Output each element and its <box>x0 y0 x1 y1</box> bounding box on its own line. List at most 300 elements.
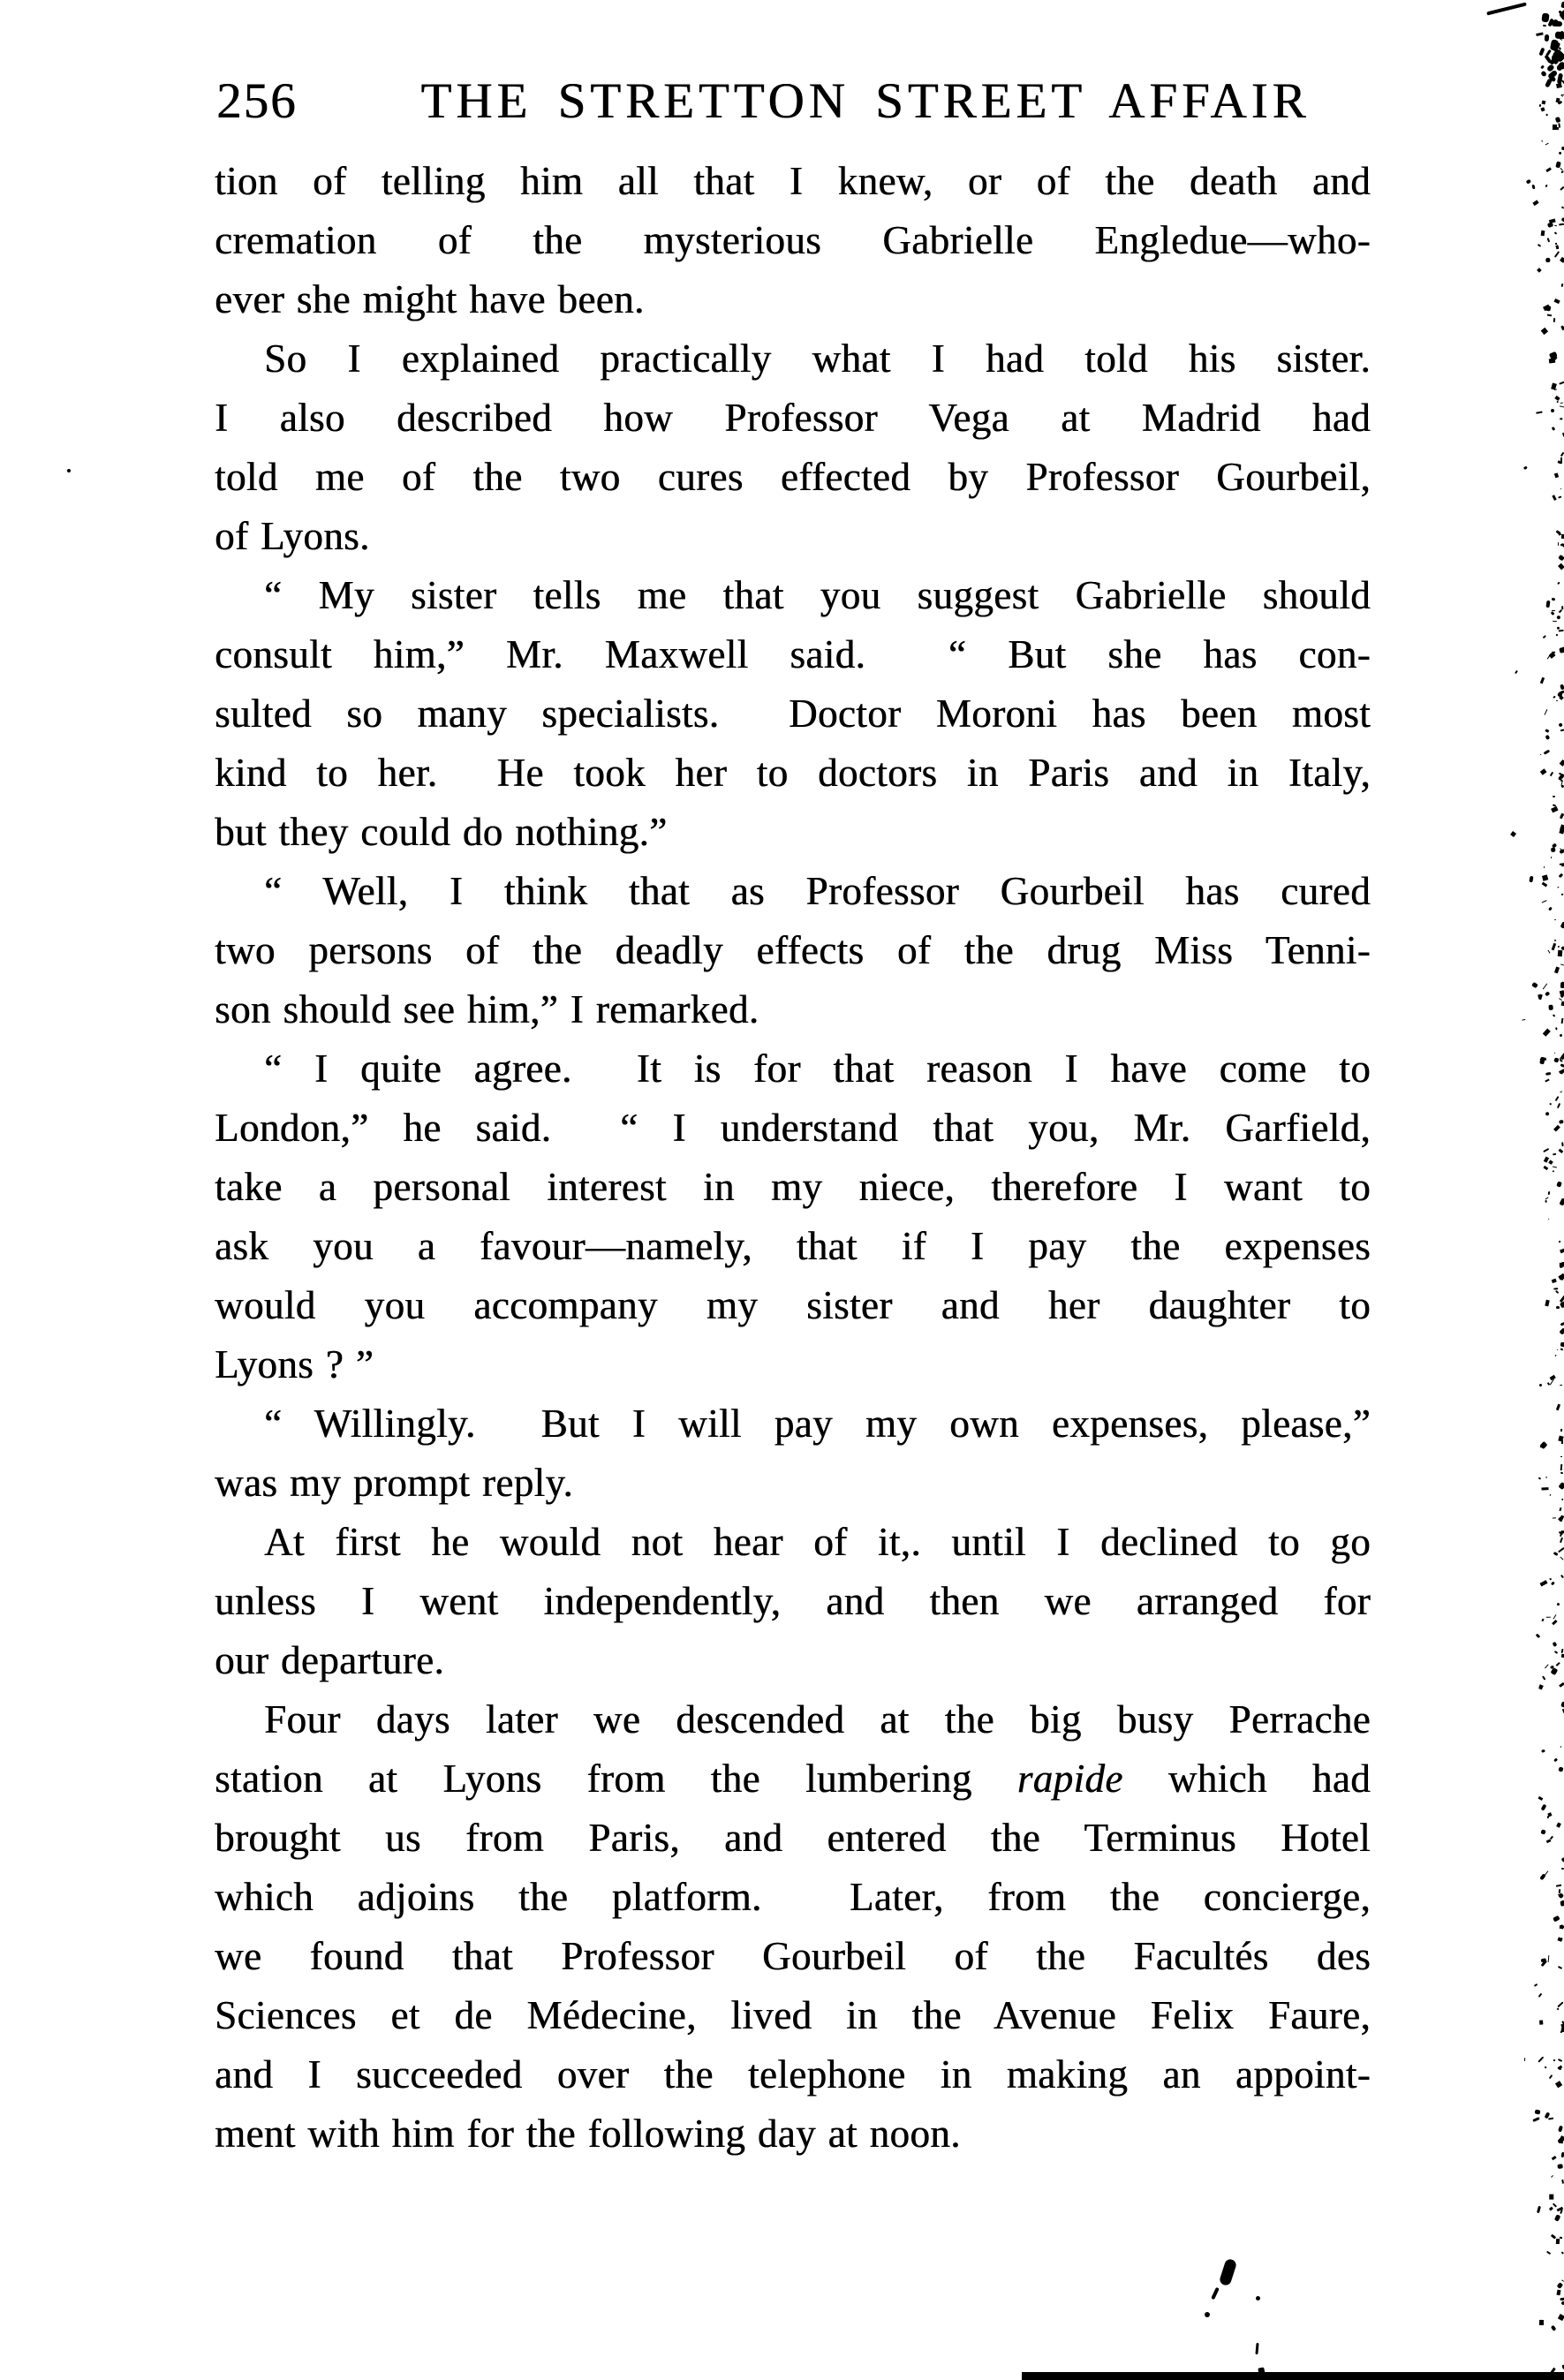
scan-speck <box>1560 785 1564 789</box>
text-segment: ment with him for the following day at noon. <box>215 2112 961 2156</box>
scan-speck <box>1557 2002 1563 2008</box>
scan-speck <box>1545 1839 1551 1843</box>
scan-speck <box>1558 1889 1560 1893</box>
scan-speck <box>1538 994 1541 997</box>
scan-speck <box>1548 1219 1550 1220</box>
scan-speck <box>1548 74 1557 83</box>
scan-speck <box>1545 601 1550 608</box>
scan-speck <box>1540 71 1547 78</box>
scan-speck <box>1560 990 1564 996</box>
scan-speck <box>1540 1441 1548 1449</box>
scan-speck <box>1553 2203 1557 2208</box>
scan-speck <box>1544 2066 1546 2069</box>
scan-speck <box>1560 2152 1564 2158</box>
text-segment: So I explained practically what I had told his sister. <box>264 336 1371 381</box>
scan-speck <box>1557 2164 1563 2169</box>
scan-speck <box>1557 1938 1562 1942</box>
scan-speck <box>1559 1531 1563 1535</box>
scan-speck <box>1556 1102 1560 1107</box>
scan-speck <box>1558 101 1563 105</box>
scan-speck <box>1561 1900 1564 1907</box>
scan-speck <box>1554 472 1559 478</box>
scan-speck <box>1543 874 1549 880</box>
text-line <box>215 329 1371 389</box>
scan-speck <box>1555 117 1561 123</box>
scan-speck <box>1556 634 1558 636</box>
scan-speck <box>1560 2135 1564 2141</box>
scan-speck <box>1560 1556 1563 1560</box>
scan-speck <box>1560 813 1564 819</box>
scan-speck <box>1529 875 1533 881</box>
text-line <box>215 1809 1371 1868</box>
scan-speck <box>1553 696 1556 699</box>
scan-speck <box>1537 32 1544 36</box>
scan-speck <box>1560 257 1564 263</box>
scan-speck <box>1545 1300 1550 1307</box>
scan-speck <box>1558 123 1560 127</box>
text-line <box>215 2104 1371 2164</box>
scan-speck <box>1557 2206 1563 2210</box>
scan-speck <box>1553 1166 1557 1167</box>
scan-speck <box>1548 1005 1553 1010</box>
scan-speck <box>1544 1166 1549 1170</box>
scan-speck <box>1559 1149 1564 1153</box>
scan-speck <box>1560 606 1563 609</box>
scan-speck <box>1558 531 1561 535</box>
scan-speck <box>1560 759 1564 767</box>
scan-speck <box>1540 1829 1546 1835</box>
scan-speck <box>1555 161 1561 169</box>
scan-speck <box>1537 411 1543 413</box>
scan-speck <box>1544 1156 1549 1162</box>
scan-speck <box>1544 55 1552 64</box>
scan-speck <box>1559 646 1564 654</box>
scan-speck <box>1540 768 1547 775</box>
scan-speck <box>1560 1471 1564 1474</box>
scan-speck <box>1551 651 1553 655</box>
text-line <box>215 1572 1371 1631</box>
scan-speck <box>1541 107 1545 111</box>
scan-speck <box>1526 179 1531 184</box>
scan-speck <box>1550 2324 1556 2331</box>
scan-speck <box>1549 351 1557 358</box>
scan-speck <box>1560 1515 1563 1520</box>
scan-speck <box>1550 1666 1554 1670</box>
text-line <box>215 1513 1371 1572</box>
scan-speck <box>1550 1103 1552 1105</box>
text-line <box>215 862 1371 921</box>
text-segment: “ Well, I think that as Professor Gourbeil has cured <box>264 869 1371 913</box>
scan-speck <box>1551 1581 1555 1585</box>
scan-speck <box>1553 1014 1556 1017</box>
text-segment: was my prompt reply. <box>215 1461 574 1505</box>
scan-speck <box>1545 729 1548 733</box>
scan-speck <box>1551 19 1560 27</box>
scan-speck <box>1555 1355 1557 1357</box>
scan-speck <box>1553 1614 1556 1620</box>
text-line <box>215 1690 1371 1749</box>
scan-speck <box>1558 1547 1564 1553</box>
scan-speck <box>1558 723 1563 729</box>
text-line <box>215 152 1371 211</box>
scan-speck <box>1545 142 1548 145</box>
scan-speck <box>1543 1870 1548 1877</box>
scan-speck <box>1560 1925 1563 1929</box>
scan-speck <box>1547 654 1552 660</box>
scan-speck <box>1534 1983 1538 1987</box>
text-line <box>215 921 1371 980</box>
scan-speck <box>1558 563 1564 570</box>
scan-speck <box>1547 1382 1550 1386</box>
scan-speck <box>1545 305 1552 311</box>
text-line <box>215 2045 1371 2104</box>
scan-speck <box>1545 258 1551 263</box>
scan-speck <box>1551 806 1558 812</box>
scan-speck <box>1544 1148 1550 1152</box>
scan-speck <box>1560 684 1564 690</box>
scan-speck <box>1557 2059 1562 2062</box>
text-line <box>215 744 1371 803</box>
scan-speck <box>1542 1675 1545 1680</box>
scan-speck <box>1558 61 1564 71</box>
scan-speck <box>1539 1580 1547 1586</box>
scan-speck <box>1550 1494 1552 1496</box>
scan-speck <box>1545 1197 1548 1199</box>
scan-speck <box>1558 629 1563 631</box>
scan-speck <box>1555 700 1558 702</box>
scan-speck <box>1522 1019 1525 1021</box>
scan-speck <box>1553 621 1557 622</box>
scan-speck <box>1539 2320 1545 2325</box>
scan-speck <box>1558 2065 1563 2069</box>
scan-speck <box>1560 94 1563 97</box>
scan-speck <box>1561 1440 1563 1444</box>
scan-speck <box>1560 1198 1564 1205</box>
scan-speck <box>1543 750 1549 755</box>
scan-speck <box>1555 2081 1562 2088</box>
paragraph <box>215 566 1371 862</box>
scan-speck <box>1560 848 1564 853</box>
scan-speck <box>1554 2214 1561 2222</box>
scan-speck <box>1556 2290 1560 2295</box>
text-segment: cremation of the mysterious Gabrielle Engledue—who- <box>215 218 1371 262</box>
text-segment: which had <box>1122 1757 1371 1801</box>
scan-speck <box>1545 1078 1549 1082</box>
scan-speck <box>1545 168 1552 173</box>
scan-speck <box>1543 635 1546 638</box>
scan-speck <box>1549 59 1555 65</box>
text-line <box>215 566 1371 625</box>
scan-speck <box>1560 1301 1564 1309</box>
scan-speck <box>1549 653 1556 660</box>
scan-speck <box>1559 555 1564 561</box>
scan-speck <box>1550 355 1558 363</box>
scan-speck <box>1552 1620 1557 1625</box>
scan-speck <box>1549 1160 1553 1165</box>
scan-speck <box>1557 1349 1559 1351</box>
scan-speck <box>1559 8 1564 21</box>
text-line <box>215 684 1371 744</box>
scan-speck <box>1560 1515 1564 1522</box>
scan-speck <box>1557 460 1561 464</box>
scan-speck <box>1544 304 1551 310</box>
scan-speck <box>1538 268 1542 272</box>
scan-speck <box>1559 1033 1562 1037</box>
scan-speck <box>1555 127 1559 131</box>
text-segment: ever she might have been. <box>215 277 645 321</box>
scan-speck <box>1560 982 1564 986</box>
scan-speck <box>1555 1662 1560 1666</box>
scan-speck <box>1550 611 1554 616</box>
text-segment: London,” he said. “ I understand that you, Mr. Garfield, <box>215 1106 1371 1150</box>
scan-speck <box>1554 1096 1559 1101</box>
scan-speck <box>1538 2056 1545 2062</box>
scan-speck <box>1550 409 1554 413</box>
scan-speck <box>1560 1429 1562 1432</box>
text-line <box>215 270 1371 329</box>
scan-speck <box>1558 1435 1563 1441</box>
scan-speck <box>1538 48 1545 57</box>
scan-speck <box>1548 1191 1550 1195</box>
scan-speck <box>1546 64 1554 72</box>
scan-speck <box>1558 2314 1564 2321</box>
text-segment: station at Lyons from the lumbering <box>215 1757 1017 1801</box>
scan-speck <box>1539 2021 1543 2025</box>
paragraph <box>215 1039 1371 1394</box>
scan-speck <box>1553 298 1560 304</box>
scan-speck <box>1551 598 1554 601</box>
scan-speck <box>1560 1575 1564 1578</box>
scan-speck <box>1536 1634 1541 1639</box>
scan-speck <box>1560 2301 1564 2306</box>
scan-speck <box>1560 451 1564 457</box>
scan-speck <box>1551 943 1555 950</box>
scan-speck <box>1515 670 1518 674</box>
scan-speck <box>1539 1442 1545 1448</box>
scan-speck <box>1556 2008 1559 2011</box>
scan-speck <box>1542 900 1547 903</box>
scan-speck <box>1560 38 1562 40</box>
scan-speck <box>1541 12 1549 22</box>
text-segment: brought us from Paris, and entered the Terminus Hotel <box>215 1816 1371 1860</box>
scan-speck <box>1560 1530 1564 1534</box>
scan-speck <box>1559 381 1564 384</box>
scan-speck <box>1549 1374 1556 1380</box>
scan-speck <box>1555 32 1564 40</box>
scan-speck <box>1560 1654 1564 1658</box>
scan-speck <box>1552 54 1560 63</box>
scan-speck <box>1552 49 1564 63</box>
scan-speck <box>1538 244 1542 247</box>
scan-speck <box>1559 772 1564 775</box>
scan-speck <box>1560 1053 1564 1060</box>
scan-speck <box>1559 691 1564 695</box>
scan-speck <box>1551 847 1556 852</box>
scan-speck <box>1558 774 1564 782</box>
scan-speck <box>1560 1900 1564 1907</box>
text-line <box>215 1099 1371 1158</box>
scan-speck <box>1556 246 1560 249</box>
scan-speck <box>1560 2068 1561 2071</box>
scan-speck <box>1561 1937 1562 1938</box>
text-line <box>215 389 1371 448</box>
scan-speck <box>1550 2234 1555 2240</box>
scan-speck <box>1560 1342 1564 1348</box>
text-segment: would you accompany my sister and her daughter to <box>215 1283 1371 1327</box>
scan-speck <box>1559 1682 1564 1688</box>
scan-speck <box>1557 627 1560 631</box>
scan-speck <box>1560 1296 1564 1303</box>
scan-speck <box>1560 488 1562 490</box>
scan-speck <box>1553 1125 1560 1132</box>
scan-speck <box>1559 828 1564 834</box>
scan-speck <box>1560 1263 1564 1268</box>
scan-speck <box>1558 1893 1564 1899</box>
scan-speck <box>1553 52 1562 62</box>
scan-speck <box>1539 1057 1546 1061</box>
scan-speck <box>1558 1767 1563 1772</box>
text-segment: kind to her. He took her to doctors in Paris and in Italy, <box>215 751 1371 795</box>
scan-speck <box>1552 20 1562 26</box>
text-segment: Sciences et de Médecine, lived in the Avenue Felix Faure, <box>215 1993 1371 2037</box>
scan-speck <box>1554 1288 1559 1289</box>
text-segment: we found that Professor Gourbeil of the Facultés des <box>215 1934 1371 1978</box>
scan-speck <box>1550 74 1553 79</box>
scan-speck <box>1551 1667 1558 1675</box>
scan-speck <box>1554 252 1560 259</box>
scan-speck <box>1532 200 1538 207</box>
scan-speck <box>1545 1112 1550 1115</box>
scan-speck <box>1560 1348 1564 1350</box>
scan-speck <box>1549 359 1556 364</box>
scan-speck <box>1556 530 1560 534</box>
ink-blob <box>1219 2258 1238 2287</box>
text-line <box>215 1335 1371 1394</box>
scan-speck <box>1560 825 1564 831</box>
scan-speck <box>1552 427 1556 431</box>
ink-dot <box>1256 2296 1260 2301</box>
scan-speck <box>1560 283 1563 287</box>
scan-speck <box>1541 1804 1547 1811</box>
scan-speck <box>1558 495 1562 499</box>
text-segment: “ Willingly. But I will pay my own expenses, please,” <box>264 1402 1371 1446</box>
scan-speck <box>1560 405 1564 407</box>
text-segment: two persons of the deadly effects of the drug Miss Tenni- <box>215 928 1371 972</box>
scan-speck <box>1560 924 1562 926</box>
scan-speck <box>1560 1530 1564 1538</box>
scan-speck <box>1551 382 1556 389</box>
scan-speck <box>1542 882 1547 888</box>
scan-speck <box>1558 1894 1562 1896</box>
text-line <box>215 1749 1371 1809</box>
scan-speck <box>1552 1517 1556 1519</box>
paragraph <box>215 862 1371 1039</box>
scan-speck <box>1533 2117 1540 2122</box>
scan-speck <box>1558 11 1561 14</box>
scan-speck <box>1560 1456 1562 1457</box>
scan-speck <box>1547 70 1558 80</box>
scan-speck <box>1560 729 1564 731</box>
scan-speck <box>1559 151 1561 155</box>
scan-speck <box>1556 64 1563 72</box>
scan-speck <box>1531 982 1538 988</box>
scan-speck <box>1544 991 1550 997</box>
scan-speck <box>1560 1857 1564 1863</box>
scan-speck <box>1550 2195 1554 2200</box>
scan-speck <box>1553 1552 1558 1557</box>
text-segment: and I succeeded over the telephone in making an appoint- <box>215 2052 1371 2097</box>
scan-speck <box>1553 796 1555 797</box>
scan-speck <box>1559 873 1564 878</box>
scan-speck <box>1560 1384 1562 1385</box>
scan-speck <box>1553 1915 1560 1922</box>
scan-speck <box>1558 1273 1564 1281</box>
scan-speck <box>1560 1327 1564 1335</box>
scan-speck <box>1554 966 1560 973</box>
text-segment: take a personal interest in my niece, therefore I want to <box>215 1165 1371 1209</box>
pen-stroke-mark <box>1486 2 1527 15</box>
scan-speck <box>1558 47 1560 49</box>
paragraph <box>215 152 1371 329</box>
scan-speck <box>1540 676 1545 684</box>
text-line <box>215 803 1371 862</box>
scan-speck <box>1550 1577 1552 1579</box>
scan-speck <box>1560 1120 1564 1124</box>
scan-speck <box>1557 73 1563 84</box>
scan-speck <box>1553 1757 1558 1762</box>
running-title: THE STRETTON STREET AFFAIR <box>420 73 1311 129</box>
scan-speck <box>1541 1749 1545 1752</box>
scan-speck <box>1553 804 1557 806</box>
scan-speck <box>1561 782 1563 786</box>
scan-speck <box>1540 64 1545 69</box>
scan-speck <box>1552 610 1555 612</box>
scan-speck <box>1538 1477 1540 1480</box>
paragraph <box>215 1690 1371 2164</box>
scan-speck <box>1556 1181 1562 1188</box>
scan-speck <box>1560 30 1563 35</box>
scan-speck <box>1560 813 1563 816</box>
scan-speck <box>1560 2 1564 9</box>
scan-speck <box>1554 1651 1559 1654</box>
scan-speck <box>1551 2175 1553 2178</box>
scan-speck <box>1547 1816 1550 1818</box>
scan-speck <box>1559 695 1564 700</box>
scan-speck <box>1550 1379 1554 1385</box>
scan-speck <box>1543 983 1548 989</box>
italic-word: rapide <box>1016 1757 1123 1801</box>
scan-speck <box>1545 1072 1551 1076</box>
scan-speck <box>1545 2250 1551 2255</box>
scan-speck <box>1539 1384 1543 1386</box>
scan-speck <box>1554 225 1557 227</box>
scan-speck <box>1560 2026 1564 2033</box>
scan-speck <box>1556 83 1562 88</box>
scan-speck <box>1561 1485 1563 1487</box>
scan-speck <box>1560 1746 1561 1748</box>
scan-speck <box>1555 1290 1560 1295</box>
scan-speck <box>1560 1249 1564 1254</box>
text-segment: of Lyons. <box>215 514 370 558</box>
text-segment: “ My sister tells me that you suggest Gabrielle should <box>264 573 1371 617</box>
scan-speck <box>1560 2280 1563 2283</box>
scan-speck <box>1541 1619 1544 1622</box>
scan-speck <box>1560 457 1562 464</box>
scan-speck <box>1560 1507 1562 1511</box>
scan-speck <box>1524 2058 1526 2061</box>
scan-speck <box>1556 616 1560 620</box>
scan-speck <box>1545 1200 1547 1203</box>
